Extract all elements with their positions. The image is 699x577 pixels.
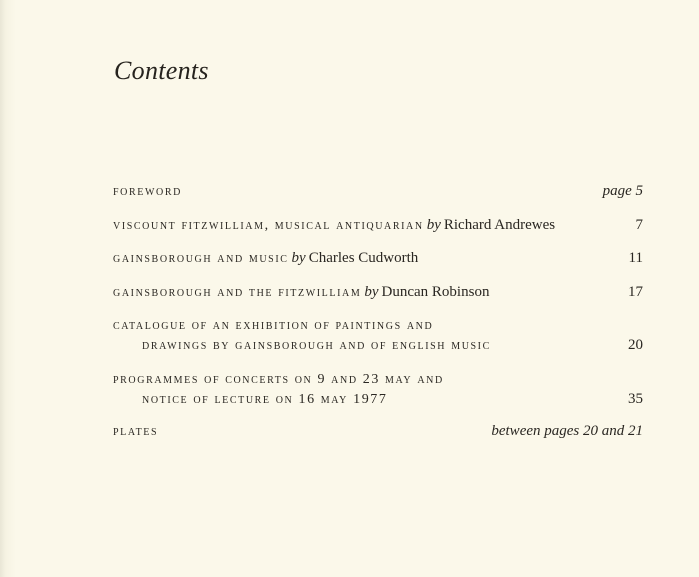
toc-entry-plates — [113, 423, 643, 443]
entry-title-line2: drawings by gainsborough and of english music — [142, 338, 491, 353]
entry-author: Richard Andrewes — [443, 217, 556, 233]
entry-page: between pages 20 and 21 — [491, 423, 643, 439]
page-title: Contents — [114, 56, 209, 85]
entry-title: gainsborough and the fitzwilliam — [113, 285, 362, 300]
entry-page: 17 — [628, 284, 643, 300]
entry-title-line1: catalogue of an exhibition of paintings and — [113, 318, 434, 333]
toc-entry-fitzwilliam — [113, 217, 643, 237]
toc-entry-catalogue — [113, 317, 643, 357]
toc-entry-gainsborough-music — [113, 250, 643, 270]
entry-title-line2: notice of lecture on 16 may 1977 — [142, 392, 388, 407]
toc-entry-gainsborough-fitzwilliam — [113, 284, 643, 304]
entry-title: plates — [113, 424, 159, 439]
entry-author: Charles Cudworth — [308, 250, 419, 266]
entry-author: Duncan Robinson — [381, 284, 490, 300]
toc-entry-programmes — [113, 371, 643, 411]
toc-entry-foreword — [113, 183, 643, 203]
entry-title-line1: programmes of concerts on 9 and 23 may and — [113, 372, 444, 387]
entry-by: by — [291, 250, 306, 266]
entry-page: 11 — [628, 250, 643, 266]
entry-by: by — [364, 284, 379, 300]
entry-by: by — [426, 217, 441, 233]
entry-title: gainsborough and music — [113, 251, 289, 266]
entry-title: foreword — [113, 184, 182, 199]
entry-page: 7 — [635, 217, 643, 233]
entry-page: 35 — [628, 391, 643, 407]
entry-title: viscount fitzwilliam, musical antiquarian — [113, 218, 424, 233]
entry-page: page 5 — [602, 183, 643, 199]
entry-page: 20 — [628, 337, 643, 353]
